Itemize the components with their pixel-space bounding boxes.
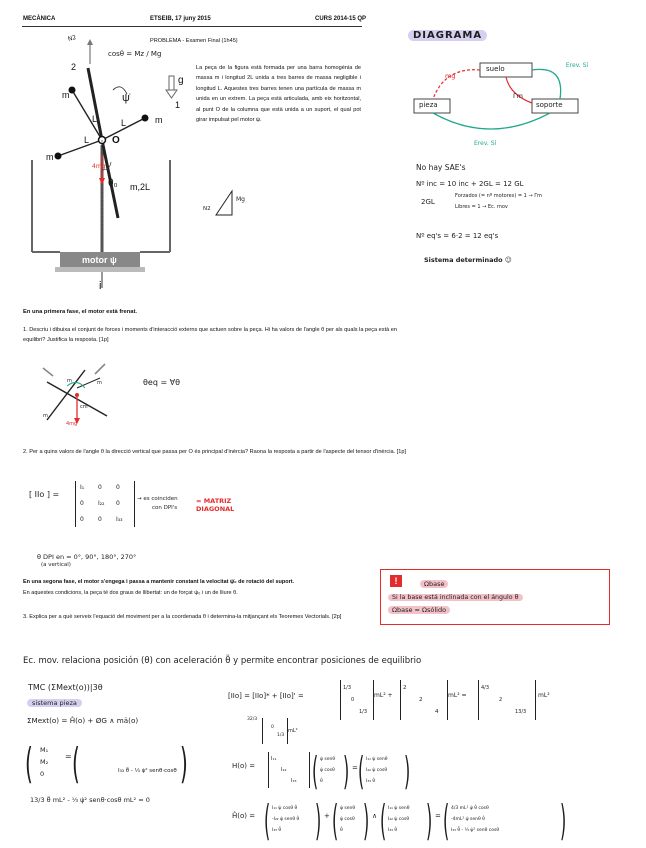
q2-diag-label: = MATRIZ DIAGONAL: [196, 497, 235, 513]
fig-label-L1: L: [92, 114, 98, 124]
q1-force-sketch: [35, 360, 120, 435]
H-paren-close: ): [343, 748, 350, 794]
work-rhs: I₃₃ θ̈ - ⅓ ψ̇² senθ·cosθ: [118, 768, 177, 774]
inertia-ml2-1: mL² +: [374, 692, 393, 699]
q2-matrix-lhs: [ IIo ] =: [29, 490, 60, 499]
link-erev-top: Erev. Sí: [565, 62, 589, 69]
H-res-paren-close: ): [404, 748, 411, 794]
warning-icon: !: [390, 575, 402, 587]
note-line-3: Ωbase = Ωsólido: [388, 606, 450, 614]
H-vector: ψ̇ senθ ψ̇ cosθ θ̇: [320, 757, 336, 784]
fig-label-m-right: m: [155, 115, 163, 125]
Hdot-a-open: (: [264, 796, 271, 846]
triangle-mg: Mg: [236, 196, 245, 203]
header-year: CURS 2014-15 QP: [315, 16, 367, 22]
work-final: 13/3 θ̈ mL² - ⅓ ψ̇² senθ·cosθ mL² = 0: [30, 796, 150, 804]
note-line-1: Ωbase: [420, 580, 448, 588]
H-res-paren-open: (: [358, 748, 365, 794]
Hdot-c-close: ): [426, 796, 433, 846]
link-mg: mg: [445, 72, 456, 80]
work-tmc: TMC (ΣMext(o))|3θ: [28, 683, 103, 692]
phase1-heading: En una primera fase, el motor està frenat.: [23, 309, 138, 315]
box-pieza: pieza: [419, 101, 438, 109]
q2-matrix-cells: I₁ 0 0 0 I₂₂ 0 0 0 I₃₃: [80, 484, 123, 523]
work-vector: M₁ M₂ 0: [40, 746, 49, 778]
Hdot-d: 4/3 mL² ψ̇ θ̇ cosθ -4mL² ψ̇ senθ θ̇ I₃₃ θ̈ - ⅓ ψ̇² senθ cosθ: [451, 806, 500, 833]
diagram-gl-forced: Forzados (= nº motores) = 1 → Γm: [455, 193, 542, 199]
paren-mid-close: ): [180, 738, 188, 789]
q2-values-2: (a vertical): [41, 562, 71, 568]
inertia-sum: [IIo] = [IIo]* + [IIo]' =: [228, 692, 304, 700]
Hdot-c: I₁₁ ψ̇ senθ I₂₂ ψ̇ cosθ I₃₃ θ̇: [388, 806, 410, 833]
Hdot-b-open: (: [332, 796, 339, 846]
Hdot-c-open: (: [380, 796, 387, 846]
inertia-ml2-2: mL² =: [448, 692, 467, 699]
fig-label-g: g: [178, 75, 184, 86]
fig-label-L2: L: [121, 118, 127, 128]
inertia-matrix-2-cells: 2 2 4: [403, 685, 439, 715]
box-soporte: soporte: [536, 101, 563, 109]
box-suelo: suelo: [486, 65, 505, 73]
q1-m2: m: [97, 380, 102, 386]
fig-cos-label: cosθ = Mz / Mg: [108, 50, 162, 58]
Hdot-b: ψ̇ senθ ψ̇ cosθ θ̇: [340, 806, 356, 833]
fig-label-theta0: θ₀: [108, 178, 118, 189]
header-course: MECÀNICA: [23, 16, 56, 22]
fig-label-i: i: [99, 280, 102, 292]
paren-left: (: [25, 738, 33, 789]
Hdot-d-close: ): [560, 796, 567, 846]
H-equals: =: [352, 764, 358, 772]
link-gamma-m: Γm: [513, 92, 523, 100]
fig-label-psi: ψ̇: [122, 92, 130, 104]
note-line-2: Si la base está inclinada con el ángulo θ: [388, 594, 523, 601]
fig-label-m-left: m: [46, 152, 54, 162]
H-result: I₁₁ ψ̇ senθ I₂₂ ψ̇ cosθ I₃₃ θ̇: [366, 757, 388, 784]
inertia-matrix-1-cells: 1/3 0 1/3: [343, 685, 368, 715]
fig-label-m2L: m,2L: [130, 182, 151, 192]
Hdot-d-open: (: [443, 796, 450, 846]
diagram-gl-free: Libres = 1 → Ec. mov: [455, 204, 508, 210]
header-divider: [22, 26, 362, 27]
phase2-heading: En una segona fase, el motor s'engega i passa a mantenir constant la velocitat ψ̇₀ de rotació del suport.: [23, 579, 295, 585]
triangle-sketch: [210, 185, 250, 225]
work-sistema: sistema pieza: [27, 699, 82, 707]
Hdot-b-close: ): [363, 796, 370, 846]
Hdot-plus: +: [324, 812, 330, 820]
diagram-gl: 2GL: [421, 198, 435, 206]
q2-values: θ DPI en = 0°, 90°, 180°, 270°: [37, 553, 137, 561]
header-date: ETSEIB, 17 juny 2015: [150, 16, 211, 22]
problem-statement: La peça de la figura està formada per una barra homogènia de massa m i longitud 2L unida a tres barres de massa negligible i longitud L. Aquestes tres barres tenen una partícula de massa m unida en un extrem. La peça està articulada, amb eix horitzontal, al punt O de la columna que està unida a un suport, el qual pot girar impulsat pel motor ψ.: [196, 65, 361, 124]
q1-m3: m: [43, 413, 48, 419]
small-matrix-cells: 32/3 0 1/3: [247, 717, 285, 738]
equals-sign: =: [65, 752, 72, 761]
fig-label-motor: motor ψ: [82, 255, 117, 265]
diagram-determined: Sistema determinado ☺: [424, 256, 512, 264]
fig-label-1: 1: [175, 100, 181, 110]
Hdot-a: I₁₁ ψ̇ cosθ θ̇ -I₂₂ ψ̇ senθ θ̇ I₃₃ θ̈: [272, 806, 300, 833]
Hdot-a-close: ): [315, 796, 322, 846]
fig-label-L3: L: [84, 135, 90, 145]
q1-cm: cm: [80, 404, 88, 410]
H-paren-open: (: [312, 748, 319, 794]
diagram-inc: Nº inc = 10 inc + 2GL = 12 GL: [416, 180, 524, 188]
inertia-ml2-3: mL²: [538, 692, 550, 699]
phase2-text: En aquestes condicions, la peça té dos graus de llibertat: un de forçat ψ₀ i un de lliure θ.: [23, 590, 238, 596]
H-lhs: H(o) =: [232, 762, 256, 770]
q1-answer: θeq = ∀θ: [143, 378, 181, 387]
question-1: 1. Descriu i dibuixa el conjunt de forces i moments d'interacció externs que actuen sobre la peça. Hi ha valors de l'angle θ per als quals la peça està en equilibri? Justifica la resposta. [1p]: [23, 327, 398, 344]
diagram-eqs: Nº eq's = 6·2 = 12 eq's: [416, 232, 499, 240]
problem-subtitle: PROBLEMA - Examen Final (1h45): [150, 38, 238, 44]
q2-note-2: con DPI's: [152, 505, 178, 511]
fig-n2-label: N2: [67, 34, 78, 43]
work-sum: ΣMext(o) = H̊(o) + ØG ∧ mӓ(o): [27, 716, 139, 725]
q1-m1: m: [67, 378, 72, 384]
triangle-n2: N2: [203, 206, 211, 212]
fig-label-O: O: [112, 135, 120, 146]
inertia-matrix-3-cells: 4/3 2 13/3: [481, 685, 527, 715]
H-matrix-cells: I₁₁ I₂₂ I₃₃: [271, 756, 297, 784]
paren-mid-open: (: [72, 738, 80, 789]
q1-4mg: 4mg: [66, 421, 78, 427]
Hdot-lhs: H̊(o) =: [232, 812, 256, 820]
diagram-title: DIAGRAMA: [408, 30, 487, 41]
work-line-1: Ec. mov. relaciona posición (θ) con aceleración θ̈ y permite encontrar posiciones de equilibrio: [23, 656, 422, 666]
question-3: 3. Explica per a què serveix l'equació del moviment per a la coordenada θ i determina-la mitjançant els Teoremes Vectorials. [2p]: [23, 614, 342, 620]
small-ml2: mL²: [288, 728, 298, 734]
Hdot-equals: =: [435, 812, 441, 820]
diagram-no-sae: No hay SAE's: [416, 163, 466, 172]
link-erev-bottom: Erev. Sí: [474, 140, 497, 147]
fig-label-4mg: 4mg: [92, 163, 106, 170]
fig-label-2: 2: [71, 62, 77, 72]
q2-note-1: → es coinciden: [137, 496, 178, 502]
Hdot-wedge: ∧: [372, 812, 378, 820]
fig-label-m-top: m: [62, 90, 70, 100]
question-2: 2. Per a quins valors de l'angle θ la direcció vertical que passa per O és principal d'inèrcia? Raona la resposta a partir de l'aspecte del tensor d'inèrcia. [1p]: [23, 449, 406, 455]
